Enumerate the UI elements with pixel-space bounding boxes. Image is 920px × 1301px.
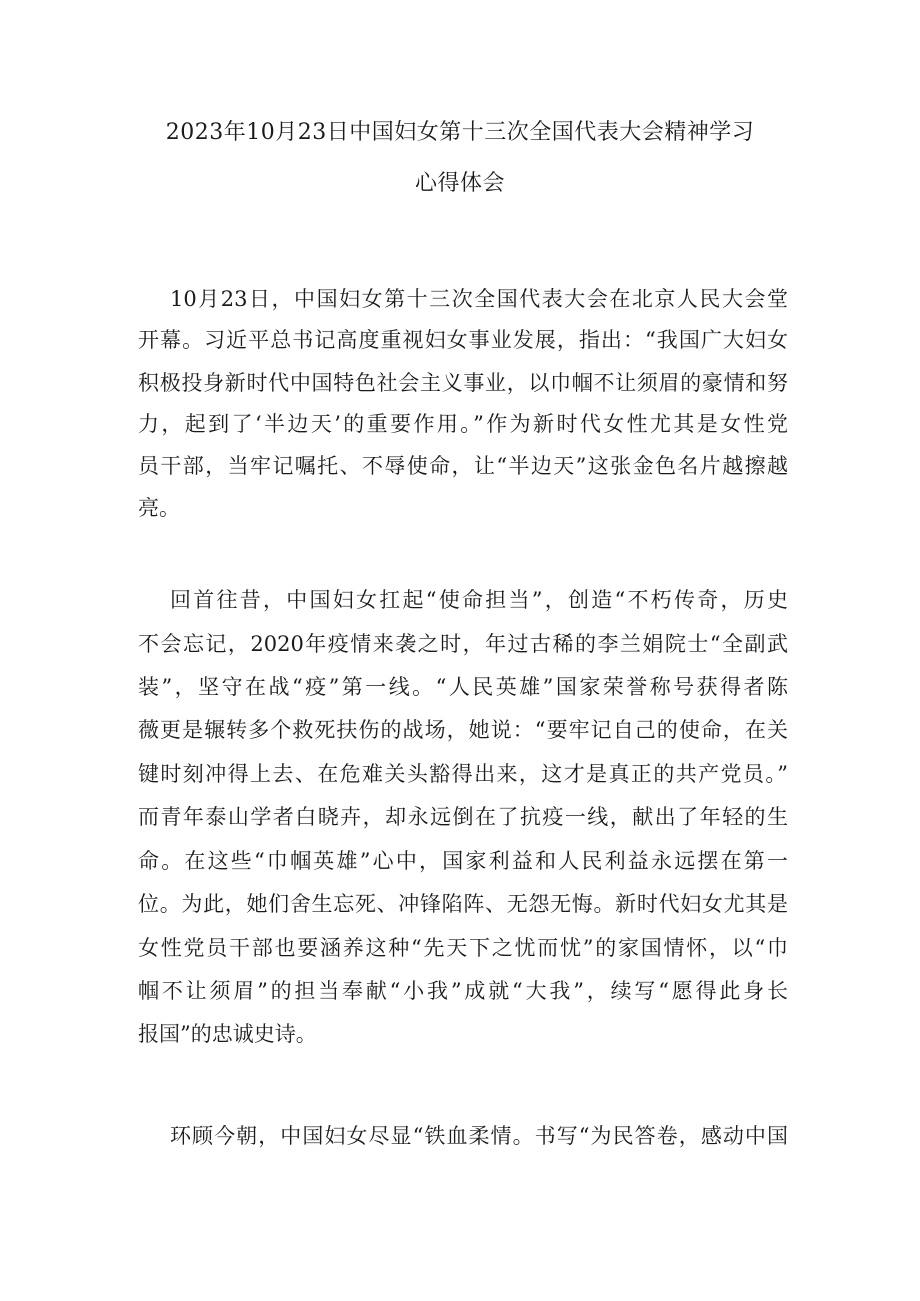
paragraph-line: 报国”的忠诚史诗。	[138, 1022, 317, 1046]
document-title-line-2: 心得体会	[414, 171, 505, 196]
paragraph-line: 10月23日，中国妇女第十三次全国代表大会在北京人民大会堂	[170, 287, 788, 311]
paragraph-line: 命。在这些“巾帼英雄”心中，国家利益和人民利益永远摆在第一	[138, 849, 788, 873]
paragraph-line: 薇更是辗转多个救死扶伤的战场，她说：“要牢记自己的使命，在关	[138, 718, 788, 742]
paragraph-line: 开幕。习近平总书记高度重视妇女事业发展，指出：“我国广大妇女	[138, 328, 788, 352]
document-title-line-1: 2023年10月23日中国妇女第十三次全国代表大会精神学习	[165, 120, 755, 145]
paragraph-line: 女性党员干部也要涵养这种“先天下之忧而忧”的家国情怀，以“巾	[138, 936, 788, 960]
paragraph-line: 回首往昔，中国妇女扛起“使命担当”，创造“不朽传奇，历史	[170, 588, 788, 612]
paragraph-line: 积极投身新时代中国特色社会主义事业，以巾帼不让须眉的豪情和努	[138, 371, 788, 395]
paragraph-line: 装”，坚守在战“疫”第一线。“人民英雄”国家荣誉称号获得者陈	[138, 675, 788, 699]
paragraph-line: 位。为此，她们舍生忘死、冲锋陷阵、无怨无悔。新时代妇女尤其是	[138, 892, 788, 916]
paragraph-line: 而青年泰山学者白晓卉，却永远倒在了抗疫一线，献出了年轻的生	[138, 805, 788, 829]
paragraph-line: 力，起到了‘半边天’的重要作用。”作为新时代女性尤其是女性党	[138, 412, 788, 436]
paragraph-line: 员干部，当牢记嘱托、不辱使命，让“半边天”这张金色名片越擦越	[138, 454, 788, 478]
paragraph-line: 环顾今朝，中国妇女尽显“铁血柔情。书写“为民答卷，感动中国	[170, 1124, 788, 1148]
paragraph-line: 亮。	[138, 496, 180, 520]
paragraph-line: 不会忘记，2020年疫情来袭之时，年过古稀的李兰娟院士“全副武	[138, 632, 788, 656]
paragraph-line: 键时刻冲得上去、在危难关头豁得出来，这才是真正的共产党员。”	[138, 762, 788, 786]
paragraph-line: 帼不让须眉”的担当奉献“小我”成就“大我”，续写“愿得此身长	[138, 979, 788, 1003]
